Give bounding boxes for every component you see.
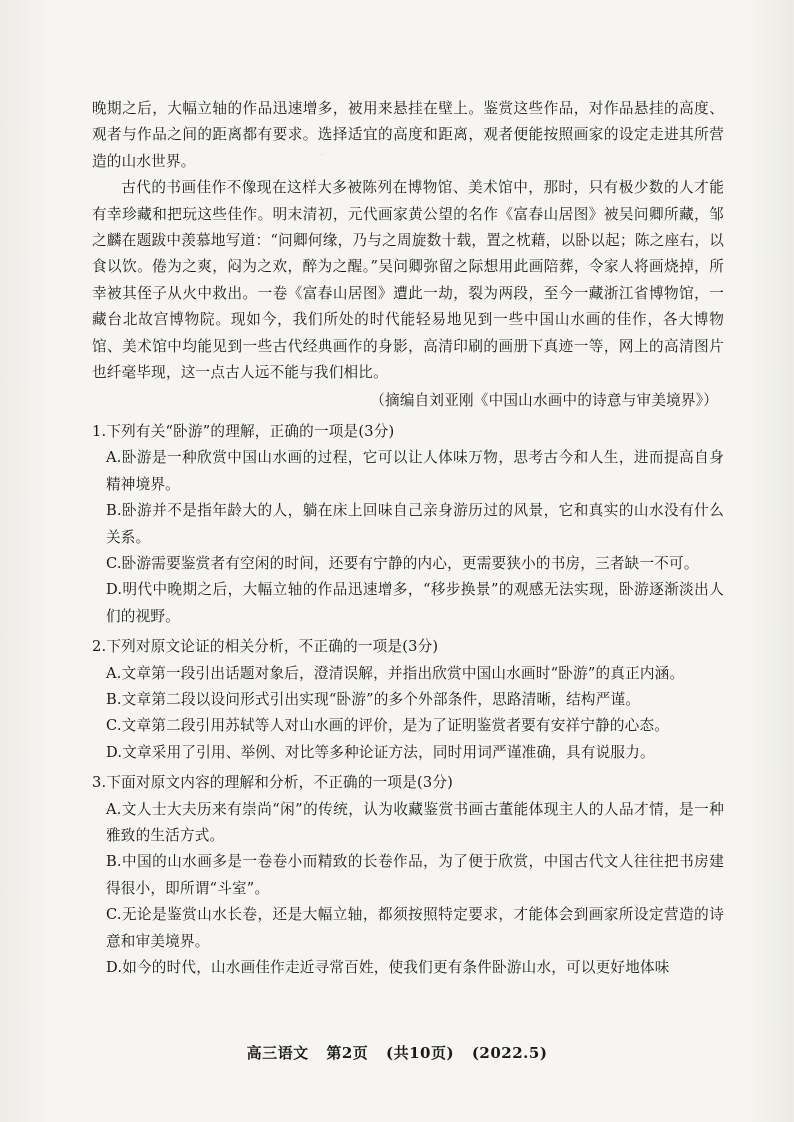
option-b: B.文章第二段以设问形式引出实现“卧游”的多个外部条件，思路清晰，结构严谨。 <box>106 690 641 708</box>
show-through-text: · <box>320 148 325 163</box>
page-content <box>92 96 724 981</box>
passage-paragraph-1: 晚期之后，大幅立轴的作品迅速增多，被用来悬挂在壁上。鉴赏这些作品，对作品悬挂的高度、观者与作品之间的距离都有要求。选择适宜的高度和距离，观者便能按照画家的设定走进其所营造的山水世界。 <box>92 100 724 170</box>
option-d: D.如今的时代，山水画佳作走近寻常百姓，使我们更有条件卧游山水，可以更好地体味 <box>106 959 670 976</box>
option-a: A.文人士大夫历来有崇尚“闲”的传统，认为收藏鉴赏书画古董能体现主人的人品才情，是一种雅致的生活方式。 <box>106 800 724 844</box>
footer-total-pages: (共10页) <box>386 1044 455 1062</box>
option-c: C.无论是鉴赏山水长卷，还是大幅立轴，都须按照特定要求，才能体会到画家所设定营造的诗意和审美境界。 <box>106 906 724 950</box>
option-b: B.卧游并不是指年龄大的人，躺在床上回味自己亲身游历过的风景，它和真实的山水没有什么关系。 <box>106 502 724 546</box>
page-footer <box>0 1042 794 1063</box>
question-stem: 3.下面对原文内容的理解和分析，不正确的一项是(3分) <box>92 774 454 792</box>
footer-page-number: 第2页 <box>326 1044 369 1062</box>
option-d: D.文章采用了引用、举例、对比等多种论证方法，同时用词严谨准确，具有说服力。 <box>106 743 655 761</box>
footer-date: (2022.5) <box>471 1044 548 1062</box>
question-3 <box>92 770 724 981</box>
option-c: C.文章第二段引用苏轼等人对山水画的评价，是为了证明鉴赏者要有安祥宁静的心态。 <box>106 717 670 735</box>
option-c: C.卧游需要鉴赏者有空闲的时间，还要有宁静的内心，更需要狭小的书房，三者缺一不可。 <box>106 554 699 572</box>
question-stem: 2.下列对原文论证的相关分析，不正确的一项是(3分) <box>92 638 439 656</box>
passage-paragraph-2: 古代的书画佳作不像现在这样大多被陈列在博物馆、美术馆中，那时，只有极少数的人才能有幸珍藏和把玩这些佳作。明末清初，元代画家黄公望的名作《富春山居图》被吴问卿所藏，邹之麟在题跋中羡慕地写道：“问卿何缘，乃与之周旋数十载，置之枕藉，以卧以起；陈之座右，以食以饮。倦为之爽，闷为之欢，醉为之醒。”吴问卿弥留之际想用此画陪葬，令家人将画烧掉，所幸被其侄子从火中救出。一卷《富春山居图》遭此一劫，裂为两段，至今一藏浙江省博物馆，一藏台北故宫博物院。现如今，我们所处的时代能轻易地见到一些中国山水画的佳作，各大博物馆、美术馆中均能见到一些古代经典画作的身影，高清印刷的画册下真迹一等，网上的高清图片也纤毫毕现，这一点古人远不能与我们相比。 <box>92 179 724 382</box>
option-a: A.文章第一段引出话题对象后，澄清误解，并指出欣赏中国山水画时“卧游”的真正内涵。 <box>106 664 685 682</box>
question-stem: 1.下列有关“卧游”的理解，正确的一项是(3分) <box>92 422 395 440</box>
passage-source: （摘编自刘亚刚《中国山水画中的诗意与审美境界》） <box>370 392 718 410</box>
option-a: A.卧游是一种欣赏中国山水画的过程，它可以让人体味万物，思考古今和人生，进而提高自身精神境界。 <box>106 449 724 493</box>
footer-subject: 高三语文 <box>246 1044 309 1062</box>
question-2 <box>92 634 724 766</box>
question-1 <box>92 419 724 630</box>
option-b: B.中国的山水画多是一卷卷小而精致的长卷作品，为了便于欣赏，中国古代文人往往把书房建得很小，即所谓“斗室”。 <box>106 853 724 897</box>
option-d: D.明代中晚期之后，大幅立轴的作品迅速增多，“移步换景”的观感无法实现，卧游逐渐淡出人们的视野。 <box>106 581 724 625</box>
